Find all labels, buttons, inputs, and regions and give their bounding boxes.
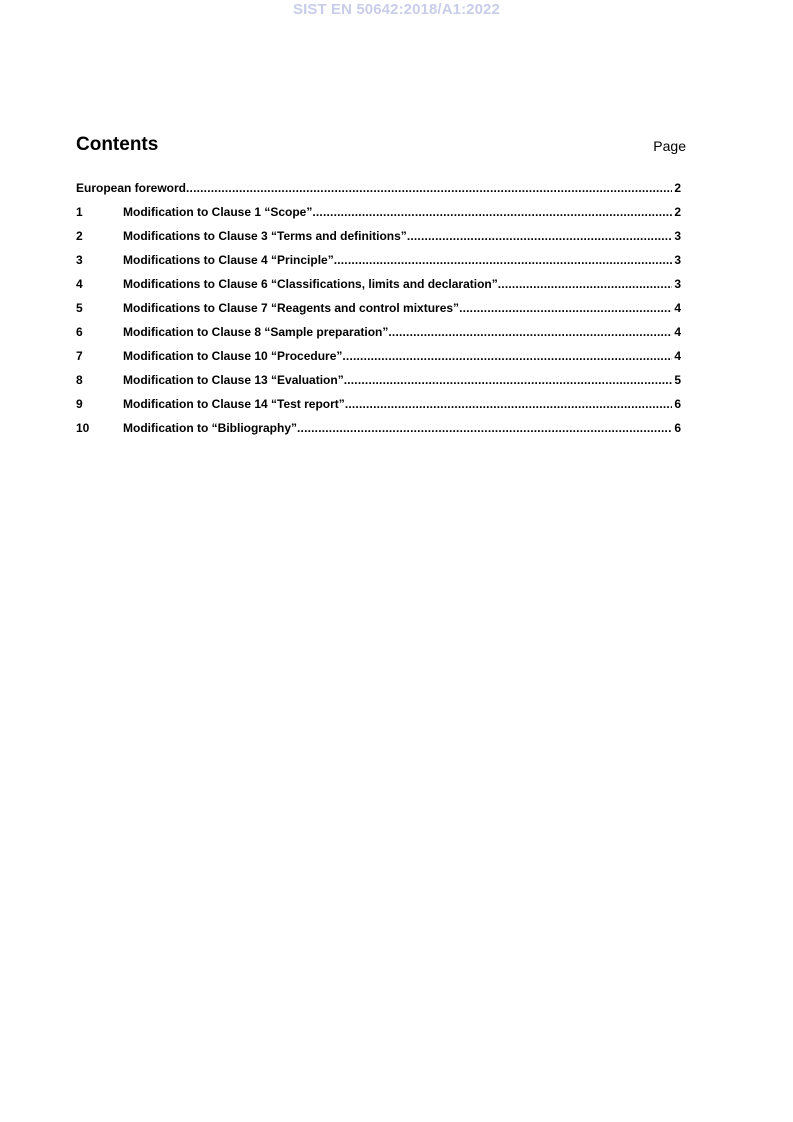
toc-entry-page: 3 <box>674 229 681 243</box>
toc-entry-title-area <box>123 229 672 243</box>
toc-entry-title-area <box>123 301 672 315</box>
toc-entry-number: 6 <box>76 325 83 339</box>
toc-entry-title: Modification to Clause 8 “Sample preparation” <box>123 325 389 339</box>
toc-entry-number: 10 <box>76 421 90 435</box>
page-column-label: Page <box>653 138 686 154</box>
toc-entry-title: Modifications to Clause 3 “Terms and definitions” <box>123 229 407 243</box>
toc-entry[interactable] <box>76 200 681 224</box>
toc-entry-title: Modification to Clause 13 “Evaluation” <box>123 373 344 387</box>
toc-entry-number: 8 <box>76 373 83 387</box>
toc-entry[interactable] <box>76 368 681 392</box>
toc-entry-title: Modifications to Clause 6 “Classifications, limits and declaration” <box>123 277 498 291</box>
toc-dot-leader <box>312 205 672 219</box>
toc-entry-page: 2 <box>674 181 681 195</box>
page-title: Contents <box>76 134 159 155</box>
toc-entry[interactable] <box>76 320 681 344</box>
toc-entry[interactable] <box>76 248 681 272</box>
toc-entry[interactable] <box>76 344 681 368</box>
toc-dot-leader <box>297 421 672 435</box>
toc-entry[interactable] <box>76 392 681 416</box>
toc-entry-page: 5 <box>674 373 681 387</box>
toc-entry-page: 3 <box>674 277 681 291</box>
toc-entry-title-area <box>76 181 672 195</box>
toc-entry-page: 2 <box>674 205 681 219</box>
toc-entry-title-area <box>123 277 672 291</box>
toc-entry-title: Modification to “Bibliography” <box>123 421 297 435</box>
toc-entry-page: 6 <box>674 397 681 411</box>
toc-entry-page: 4 <box>674 349 681 363</box>
toc-entry-number: 7 <box>76 349 83 363</box>
toc-entry-title-area <box>123 349 672 363</box>
toc-dot-leader <box>186 181 672 195</box>
watermark: SIST EN 50642:2018/A1:2022 <box>293 1 500 18</box>
toc-dot-leader <box>407 229 673 243</box>
toc-entry[interactable] <box>76 224 681 248</box>
toc-entry-title: Modification to Clause 10 “Procedure” <box>123 349 343 363</box>
toc-dot-leader <box>344 373 673 387</box>
toc-entry-title-area <box>123 373 672 387</box>
toc-dot-leader <box>388 325 672 339</box>
toc-entry-title: Modifications to Clause 7 “Reagents and control mixtures” <box>123 301 460 315</box>
toc-entry-title: European foreword <box>76 181 187 195</box>
toc-entry-title: Modifications to Clause 4 “Principle” <box>123 253 334 267</box>
toc-dot-leader <box>498 277 673 291</box>
toc-entry-number: 4 <box>76 277 83 291</box>
contents-heading <box>76 134 686 160</box>
toc-entry-title-area <box>123 421 672 435</box>
toc-entry-title: Modification to Clause 1 “Scope” <box>123 205 313 219</box>
toc-entry-number: 2 <box>76 229 83 243</box>
toc-entry-title-area <box>123 397 672 411</box>
toc-dot-leader <box>342 349 672 363</box>
toc-entry-title-area <box>123 205 672 219</box>
toc-entry[interactable] <box>76 416 681 440</box>
toc-entry-page: 4 <box>674 301 681 315</box>
toc-entry-title-area <box>123 253 672 267</box>
toc-entry-number: 9 <box>76 397 83 411</box>
toc-entry-foreword[interactable] <box>76 176 681 200</box>
toc-entry-number: 5 <box>76 301 83 315</box>
toc-entry-title-area <box>123 325 672 339</box>
toc-entry-page: 3 <box>674 253 681 267</box>
toc-entry-page: 6 <box>674 421 681 435</box>
toc-entry-number: 1 <box>76 205 83 219</box>
toc-entry-number: 3 <box>76 253 83 267</box>
toc-entry[interactable] <box>76 296 681 320</box>
toc-dot-leader <box>345 397 673 411</box>
toc-entry[interactable] <box>76 272 681 296</box>
toc-dot-leader <box>334 253 673 267</box>
toc-entry-page: 4 <box>674 325 681 339</box>
toc-entry-title: Modification to Clause 14 “Test report” <box>123 397 345 411</box>
table-of-contents <box>76 176 681 440</box>
toc-dot-leader <box>459 301 672 315</box>
